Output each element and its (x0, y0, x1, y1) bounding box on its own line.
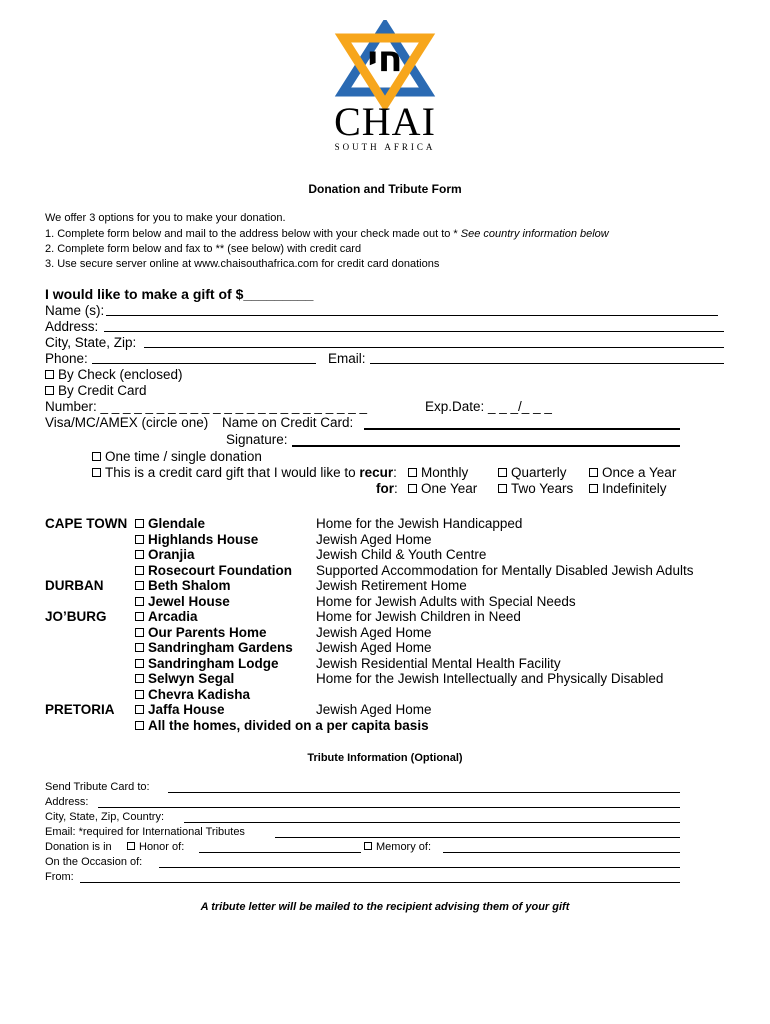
home-description: Jewish Retirement Home (316, 578, 467, 593)
all-homes-label: All the homes, divided on a per capita basis (148, 717, 429, 733)
tribute-email-field[interactable] (275, 837, 680, 838)
two-years-checkbox[interactable] (498, 484, 507, 493)
home-row[interactable] (45, 671, 725, 687)
home-row[interactable] (45, 547, 725, 563)
home-row[interactable] (45, 563, 725, 579)
one-year-label: One Year (421, 481, 478, 496)
home-checkbox[interactable] (135, 643, 144, 652)
phone-label: Phone: (45, 351, 88, 366)
one-year-checkbox[interactable] (408, 484, 417, 493)
home-region: JO’BURG (45, 609, 107, 624)
name-label: Name (s): (45, 303, 105, 318)
tribute-address-field[interactable] (98, 807, 680, 808)
home-name: Rosecourt Foundation (148, 562, 292, 578)
home-name: Arcadia (148, 609, 198, 624)
home-row[interactable] (45, 532, 725, 548)
email-field[interactable] (370, 363, 724, 364)
home-name: Our Parents Home (148, 624, 267, 640)
home-description: Jewish Residential Mental Health Facility (316, 655, 561, 671)
home-row[interactable] (45, 516, 725, 532)
honor-field[interactable] (199, 852, 361, 853)
intro-option-1-text: 1. Complete form below and mail to the address below with your check made out to * (45, 228, 461, 240)
card-type-label: Visa/MC/AMEX (circle one) (45, 415, 209, 430)
occasion-label: On the Occasion of: (45, 856, 143, 868)
home-description: Home for Jewish Adults with Special Needs (316, 593, 576, 609)
home-description: Jewish Child & Youth Centre (316, 547, 487, 562)
from-label: From: (45, 871, 74, 883)
home-checkbox[interactable] (135, 659, 144, 668)
homes-list (45, 516, 725, 736)
home-name: Highlands House (148, 531, 259, 547)
monthly-option[interactable] (408, 465, 468, 480)
home-name: Oranjia (148, 547, 195, 562)
recur-text: This is a credit card gift that I would like to (105, 465, 360, 480)
recur-checkbox[interactable] (92, 468, 101, 477)
home-row[interactable] (45, 702, 725, 718)
home-name: Selwyn Segal (148, 671, 235, 686)
one-time-option[interactable] (92, 449, 262, 464)
intro-option-2: 2. Complete form below and fax to ** (see below) with credit card (45, 243, 362, 255)
for-label (376, 481, 398, 496)
home-description: Home for Jewish Children in Need (316, 609, 521, 624)
indefinitely-label: Indefinitely (602, 481, 667, 496)
honor-checkbox[interactable] (127, 842, 135, 850)
recur-bold: recur (359, 465, 394, 480)
recur-option[interactable] (92, 465, 397, 480)
city-field[interactable] (144, 347, 724, 348)
intro-option-1 (45, 228, 609, 240)
hebrew-chai-mark: חי (367, 39, 403, 80)
one-time-label: One time / single donation (105, 449, 262, 464)
card-number-field[interactable]: Number: _ _ _ _ _ _ _ _ _ _ _ _ _ _ _ _ _ _ _ _ _ _ _ _ (45, 399, 367, 414)
email-label: Email: (328, 351, 366, 366)
gift-heading: I would like to make a gift of $_________ (45, 286, 314, 302)
one-year-option[interactable] (408, 481, 477, 496)
home-row[interactable] (45, 656, 725, 672)
home-description: Home for the Jewish Handicapped (316, 516, 523, 531)
from-field[interactable] (80, 882, 680, 883)
tribute-footer-note: A tribute letter will be mailed to the recipient advising them of your gift (200, 901, 570, 913)
memory-option[interactable] (364, 841, 431, 853)
address-field[interactable] (104, 331, 724, 332)
home-checkbox[interactable] (135, 612, 144, 621)
honor-label: Honor of: (139, 841, 185, 853)
name-on-card-label: Name on Credit Card: (222, 415, 354, 430)
home-checkbox[interactable] (135, 705, 144, 714)
once-year-option[interactable] (589, 465, 676, 480)
home-name: Beth Shalom (148, 578, 231, 593)
for-colon: : (394, 481, 398, 496)
home-row[interactable] (45, 687, 725, 703)
occasion-field[interactable] (159, 867, 680, 868)
all-homes-option[interactable] (45, 718, 725, 736)
city-label: City, State, Zip: (45, 335, 137, 350)
home-name: Jaffa House (148, 702, 225, 717)
home-row[interactable] (45, 594, 725, 610)
intro-option-3: 3. Use secure server online at www.chaisouthafrica.com for credit card donations (45, 258, 440, 270)
home-row[interactable] (45, 640, 725, 656)
home-region: DURBAN (45, 578, 104, 593)
tribute-city-field[interactable] (184, 822, 680, 823)
home-name: Sandringham Gardens (148, 640, 293, 655)
home-description: Jewish Aged Home (316, 624, 432, 640)
by-check-option[interactable] (45, 367, 183, 382)
home-name: Chevra Kadisha (148, 686, 251, 702)
signature-field[interactable] (292, 445, 680, 447)
memory-checkbox[interactable] (364, 842, 372, 850)
by-credit-option[interactable] (45, 383, 147, 398)
name-field[interactable] (106, 315, 718, 316)
quarterly-option[interactable] (498, 465, 567, 480)
once-year-checkbox[interactable] (589, 468, 598, 477)
home-checkbox[interactable] (135, 628, 144, 637)
home-region: PRETORIA (45, 702, 115, 717)
send-card-field[interactable] (168, 792, 680, 793)
quarterly-label: Quarterly (511, 465, 567, 480)
logo-tagline: SOUTH AFRICA (334, 142, 436, 152)
home-name: Sandringham Lodge (148, 655, 279, 671)
home-description: Home for the Jewish Intellectually and Physically Disabled (316, 671, 664, 686)
one-time-checkbox[interactable] (92, 452, 101, 461)
memory-field[interactable] (443, 852, 680, 853)
monthly-label: Monthly (421, 465, 469, 480)
home-description: Jewish Aged Home (316, 702, 432, 717)
home-name: Jewel House (148, 593, 230, 609)
home-name: Glendale (148, 516, 206, 531)
indefinitely-checkbox[interactable] (589, 484, 598, 493)
intro-lead: We offer 3 options for you to make your donation. (45, 212, 286, 224)
home-checkbox[interactable] (135, 535, 144, 544)
tribute-email-label: Email: *required for International Tributes (45, 826, 245, 838)
tribute-city-label: City, State, Zip, Country: (45, 811, 165, 823)
exp-date-field[interactable]: Exp.Date: _ _ _/_ _ _ (425, 399, 552, 414)
home-description: Supported Accommodation for Mentally Disabled Jewish Adults (316, 562, 694, 578)
home-checkbox[interactable] (135, 581, 144, 590)
intro-option-1-note: See country information below (460, 228, 609, 240)
address-label: Address: (45, 319, 99, 334)
chai-logo (322, 20, 448, 160)
send-card-label: Send Tribute Card to: (45, 781, 150, 793)
recur-colon: : (393, 465, 397, 480)
home-row[interactable] (45, 578, 725, 594)
home-checkbox[interactable] (135, 519, 144, 528)
quarterly-checkbox[interactable] (498, 468, 507, 477)
form-title: Donation and Tribute Form (308, 182, 462, 196)
home-checkbox[interactable] (135, 674, 144, 683)
honor-option[interactable] (127, 841, 184, 853)
name-on-card-field[interactable] (364, 428, 680, 430)
phone-field[interactable] (92, 363, 316, 364)
once-year-label: Once a Year (602, 465, 677, 480)
tribute-heading: Tribute Information (Optional) (307, 752, 463, 764)
by-credit-checkbox[interactable] (45, 386, 54, 395)
indefinitely-option[interactable] (589, 481, 667, 496)
monthly-checkbox[interactable] (408, 468, 417, 477)
logo-wordmark: CHAI (334, 99, 436, 144)
donation-in-label: Donation is in (45, 841, 112, 853)
home-checkbox[interactable] (135, 550, 144, 559)
home-description: Jewish Aged Home (316, 531, 432, 547)
by-credit-label: By Credit Card (58, 383, 147, 398)
home-checkbox[interactable] (135, 690, 144, 699)
tribute-address-label: Address: (45, 796, 89, 808)
memory-label: Memory of: (376, 841, 432, 853)
home-row[interactable] (45, 625, 725, 641)
home-checkbox[interactable] (135, 597, 144, 606)
home-description: Jewish Aged Home (316, 640, 432, 655)
home-region: CAPE TOWN (45, 516, 128, 531)
for-bold: for (376, 481, 394, 496)
by-check-checkbox[interactable] (45, 370, 54, 379)
signature-label: Signature: (226, 432, 288, 447)
by-check-label: By Check (enclosed) (58, 367, 183, 382)
two-years-option[interactable] (498, 481, 573, 496)
two-years-label: Two Years (511, 481, 574, 496)
home-checkbox[interactable] (135, 566, 144, 575)
home-row[interactable] (45, 609, 725, 625)
all-homes-checkbox[interactable] (135, 721, 144, 730)
